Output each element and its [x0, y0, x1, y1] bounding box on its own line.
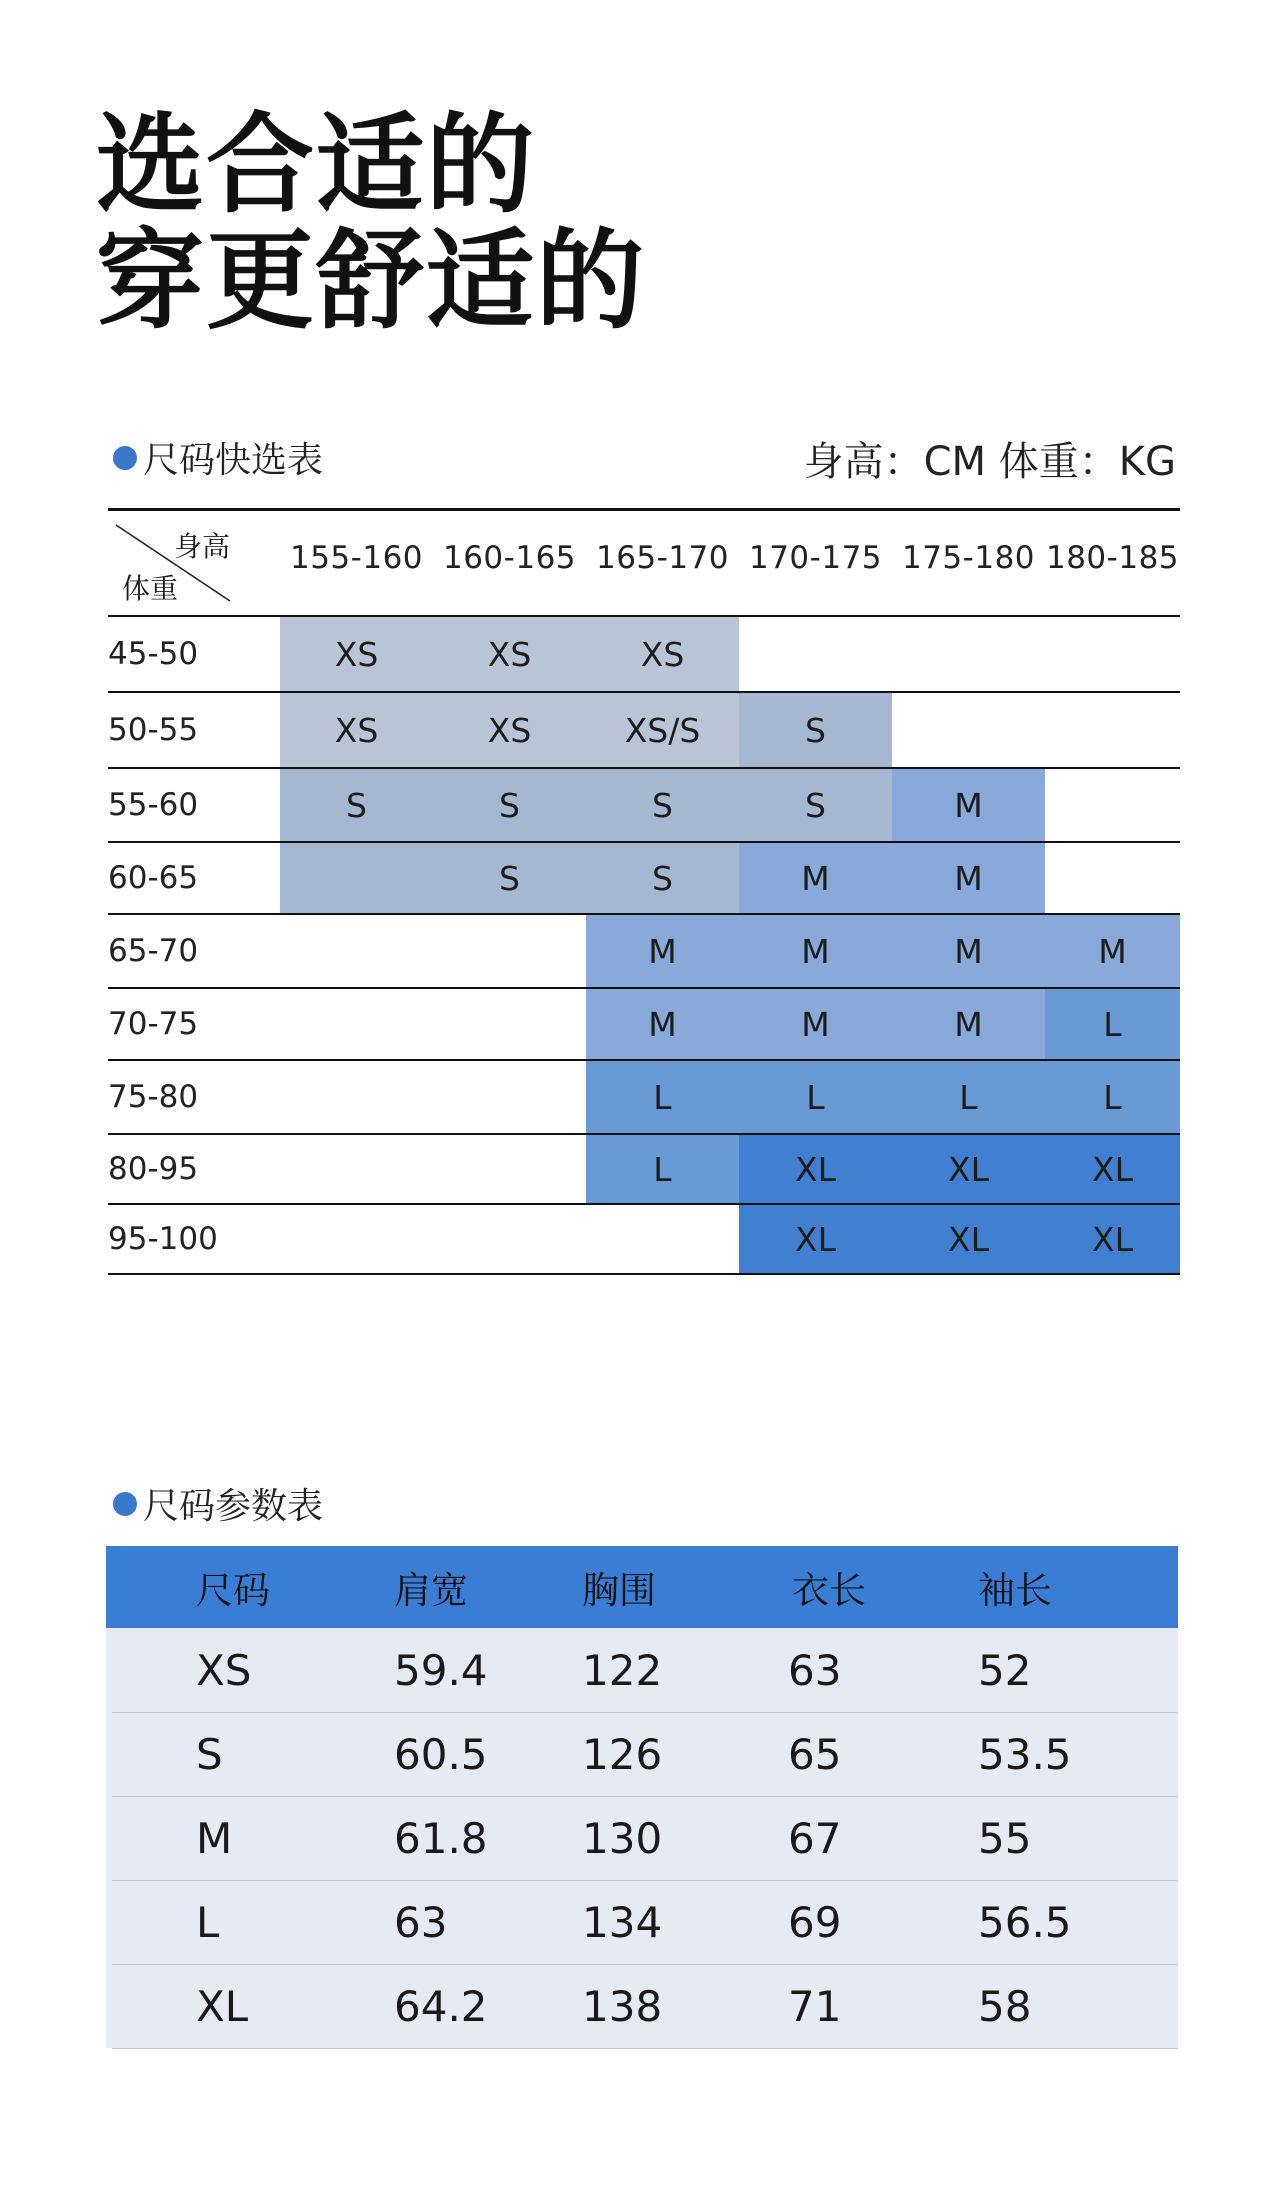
size-cell	[892, 617, 1045, 691]
param-row	[106, 1880, 1178, 1964]
size-cell	[433, 1061, 586, 1133]
corner-weight-label: 体重	[122, 572, 179, 605]
height-column-header: 160-165	[442, 540, 577, 576]
param-table-header	[106, 1546, 1178, 1628]
param-cell: 63	[788, 1645, 842, 1695]
param-column-header: 胸围	[582, 1569, 656, 1612]
corner-height-label: 身高	[174, 530, 231, 563]
param-cell: 122	[582, 1645, 663, 1695]
size-cell: M	[739, 843, 892, 913]
param-cell: 56.5	[978, 1897, 1072, 1947]
size-cell: XS	[586, 617, 739, 691]
param-column-header: 衣长	[792, 1569, 866, 1612]
headline-line-1: 选合适的	[96, 103, 537, 228]
param-cell: 63	[394, 1897, 448, 1947]
size-cell: M	[586, 989, 739, 1059]
param-cell: 55	[978, 1813, 1032, 1863]
height-column-header: 170-175	[748, 540, 883, 576]
size-cell: L	[1045, 989, 1180, 1059]
height-column-header: 175-180	[901, 540, 1036, 576]
param-cell: 71	[788, 1981, 842, 2031]
size-cell: M	[1045, 915, 1180, 987]
size-cell: XS/S	[586, 693, 739, 767]
param-cell: 134	[582, 1897, 663, 1947]
weight-row-label: 75-80	[108, 1079, 199, 1115]
weight-row-label: 80-95	[108, 1151, 199, 1187]
weight-row	[108, 617, 1180, 691]
param-cell: 64.2	[394, 1981, 488, 2031]
size-cell	[433, 1205, 586, 1273]
size-cell: S	[739, 769, 892, 841]
param-row	[106, 1628, 1178, 1712]
param-table-title-text: 尺码参数表	[143, 1486, 324, 1527]
size-cell: M	[892, 769, 1045, 841]
size-cell: S	[433, 843, 586, 913]
size-cell	[280, 843, 433, 913]
size-cell: XL	[1045, 1205, 1180, 1273]
param-cell: 53.5	[978, 1729, 1072, 1779]
size-cell: S	[586, 769, 739, 841]
size-cell	[280, 989, 433, 1059]
weight-row	[108, 769, 1180, 841]
size-cell: S	[739, 693, 892, 767]
size-cell: M	[739, 915, 892, 987]
param-row	[106, 1712, 1178, 1796]
param-cell: 138	[582, 1981, 663, 2031]
param-cell: 52	[978, 1645, 1032, 1695]
size-cell: S	[280, 769, 433, 841]
size-cell: XL	[1045, 1135, 1180, 1203]
size-cell	[1045, 617, 1180, 691]
param-cell: 69	[788, 1897, 842, 1947]
quick-table-title	[113, 432, 323, 483]
size-cell: M	[892, 989, 1045, 1059]
size-cell	[586, 1205, 739, 1273]
height-column-header: 155-160	[289, 540, 424, 576]
weight-row	[108, 989, 1180, 1059]
size-cell: L	[1045, 1061, 1180, 1133]
param-cell: M	[196, 1813, 233, 1863]
param-row-divider	[112, 2048, 1178, 2049]
param-cell: 67	[788, 1813, 842, 1863]
headline-line-2: 穿更舒适的	[96, 219, 647, 344]
size-cell	[433, 989, 586, 1059]
weight-row-label: 45-50	[108, 636, 199, 672]
param-cell: 61.8	[394, 1813, 488, 1863]
size-cell: M	[739, 989, 892, 1059]
weight-row	[108, 915, 1180, 987]
height-column-header: 165-170	[595, 540, 730, 576]
corner-header	[108, 511, 288, 615]
size-cell: XS	[280, 617, 433, 691]
param-cell: 126	[582, 1729, 663, 1779]
param-row	[106, 1964, 1178, 2048]
size-cell	[892, 693, 1045, 767]
size-cell: XS	[433, 693, 586, 767]
param-column-header: 袖长	[978, 1569, 1052, 1612]
param-cell: 130	[582, 1813, 663, 1863]
weight-row-label: 60-65	[108, 860, 199, 896]
weight-row-label: 70-75	[108, 1006, 199, 1042]
size-cell: M	[892, 843, 1045, 913]
param-cell: 58	[978, 1981, 1032, 2031]
size-cell	[433, 915, 586, 987]
param-cell: 65	[788, 1729, 842, 1779]
size-cell: M	[892, 915, 1045, 987]
size-cell	[280, 915, 433, 987]
weight-row	[108, 1205, 1180, 1273]
size-cell	[739, 617, 892, 691]
size-cell	[1045, 843, 1180, 913]
size-cell: XL	[892, 1135, 1045, 1203]
weight-row	[108, 693, 1180, 767]
size-cell	[1045, 693, 1180, 767]
size-quick-table	[108, 508, 1180, 1259]
size-cell: XL	[739, 1205, 892, 1273]
weight-row-label: 50-55	[108, 712, 199, 748]
size-cell	[1045, 769, 1180, 841]
size-cell: XS	[433, 617, 586, 691]
weight-row	[108, 843, 1180, 913]
param-table-title	[113, 1478, 323, 1529]
param-column-header: 肩宽	[394, 1569, 468, 1612]
size-cell: XL	[892, 1205, 1045, 1273]
param-table-body	[106, 1628, 1178, 2048]
headline	[96, 103, 647, 344]
size-cell: S	[586, 843, 739, 913]
size-cell: L	[892, 1061, 1045, 1133]
size-cell: L	[586, 1135, 739, 1203]
param-cell: 60.5	[394, 1729, 488, 1779]
bullet-dot-icon	[113, 446, 137, 470]
unit-note: 身高：CM 体重：KG	[803, 439, 1176, 485]
row-divider	[108, 1273, 1180, 1275]
weight-row-label: 95-100	[108, 1221, 218, 1257]
bullet-dot-icon	[113, 1492, 137, 1516]
size-cell: XS	[280, 693, 433, 767]
weight-row-label: 65-70	[108, 933, 199, 969]
param-cell: 59.4	[394, 1645, 488, 1695]
size-cell: S	[433, 769, 586, 841]
weight-row	[108, 1061, 1180, 1133]
param-cell: L	[196, 1897, 220, 1947]
size-cell	[280, 1061, 433, 1133]
param-cell: XS	[196, 1645, 252, 1695]
size-cell	[433, 1135, 586, 1203]
size-cell: L	[586, 1061, 739, 1133]
param-cell: XL	[196, 1981, 249, 2031]
size-cell	[280, 1135, 433, 1203]
size-cell: M	[586, 915, 739, 987]
param-cell: S	[196, 1729, 223, 1779]
size-cell	[280, 1205, 433, 1273]
weight-row-label: 55-60	[108, 787, 199, 823]
param-row	[106, 1796, 1178, 1880]
size-cell: XL	[739, 1135, 892, 1203]
weight-row	[108, 1135, 1180, 1203]
height-column-header: 180-185	[1045, 540, 1180, 576]
size-cell: L	[739, 1061, 892, 1133]
param-column-header: 尺码	[196, 1569, 270, 1612]
quick-table-title-text: 尺码快选表	[143, 440, 324, 481]
